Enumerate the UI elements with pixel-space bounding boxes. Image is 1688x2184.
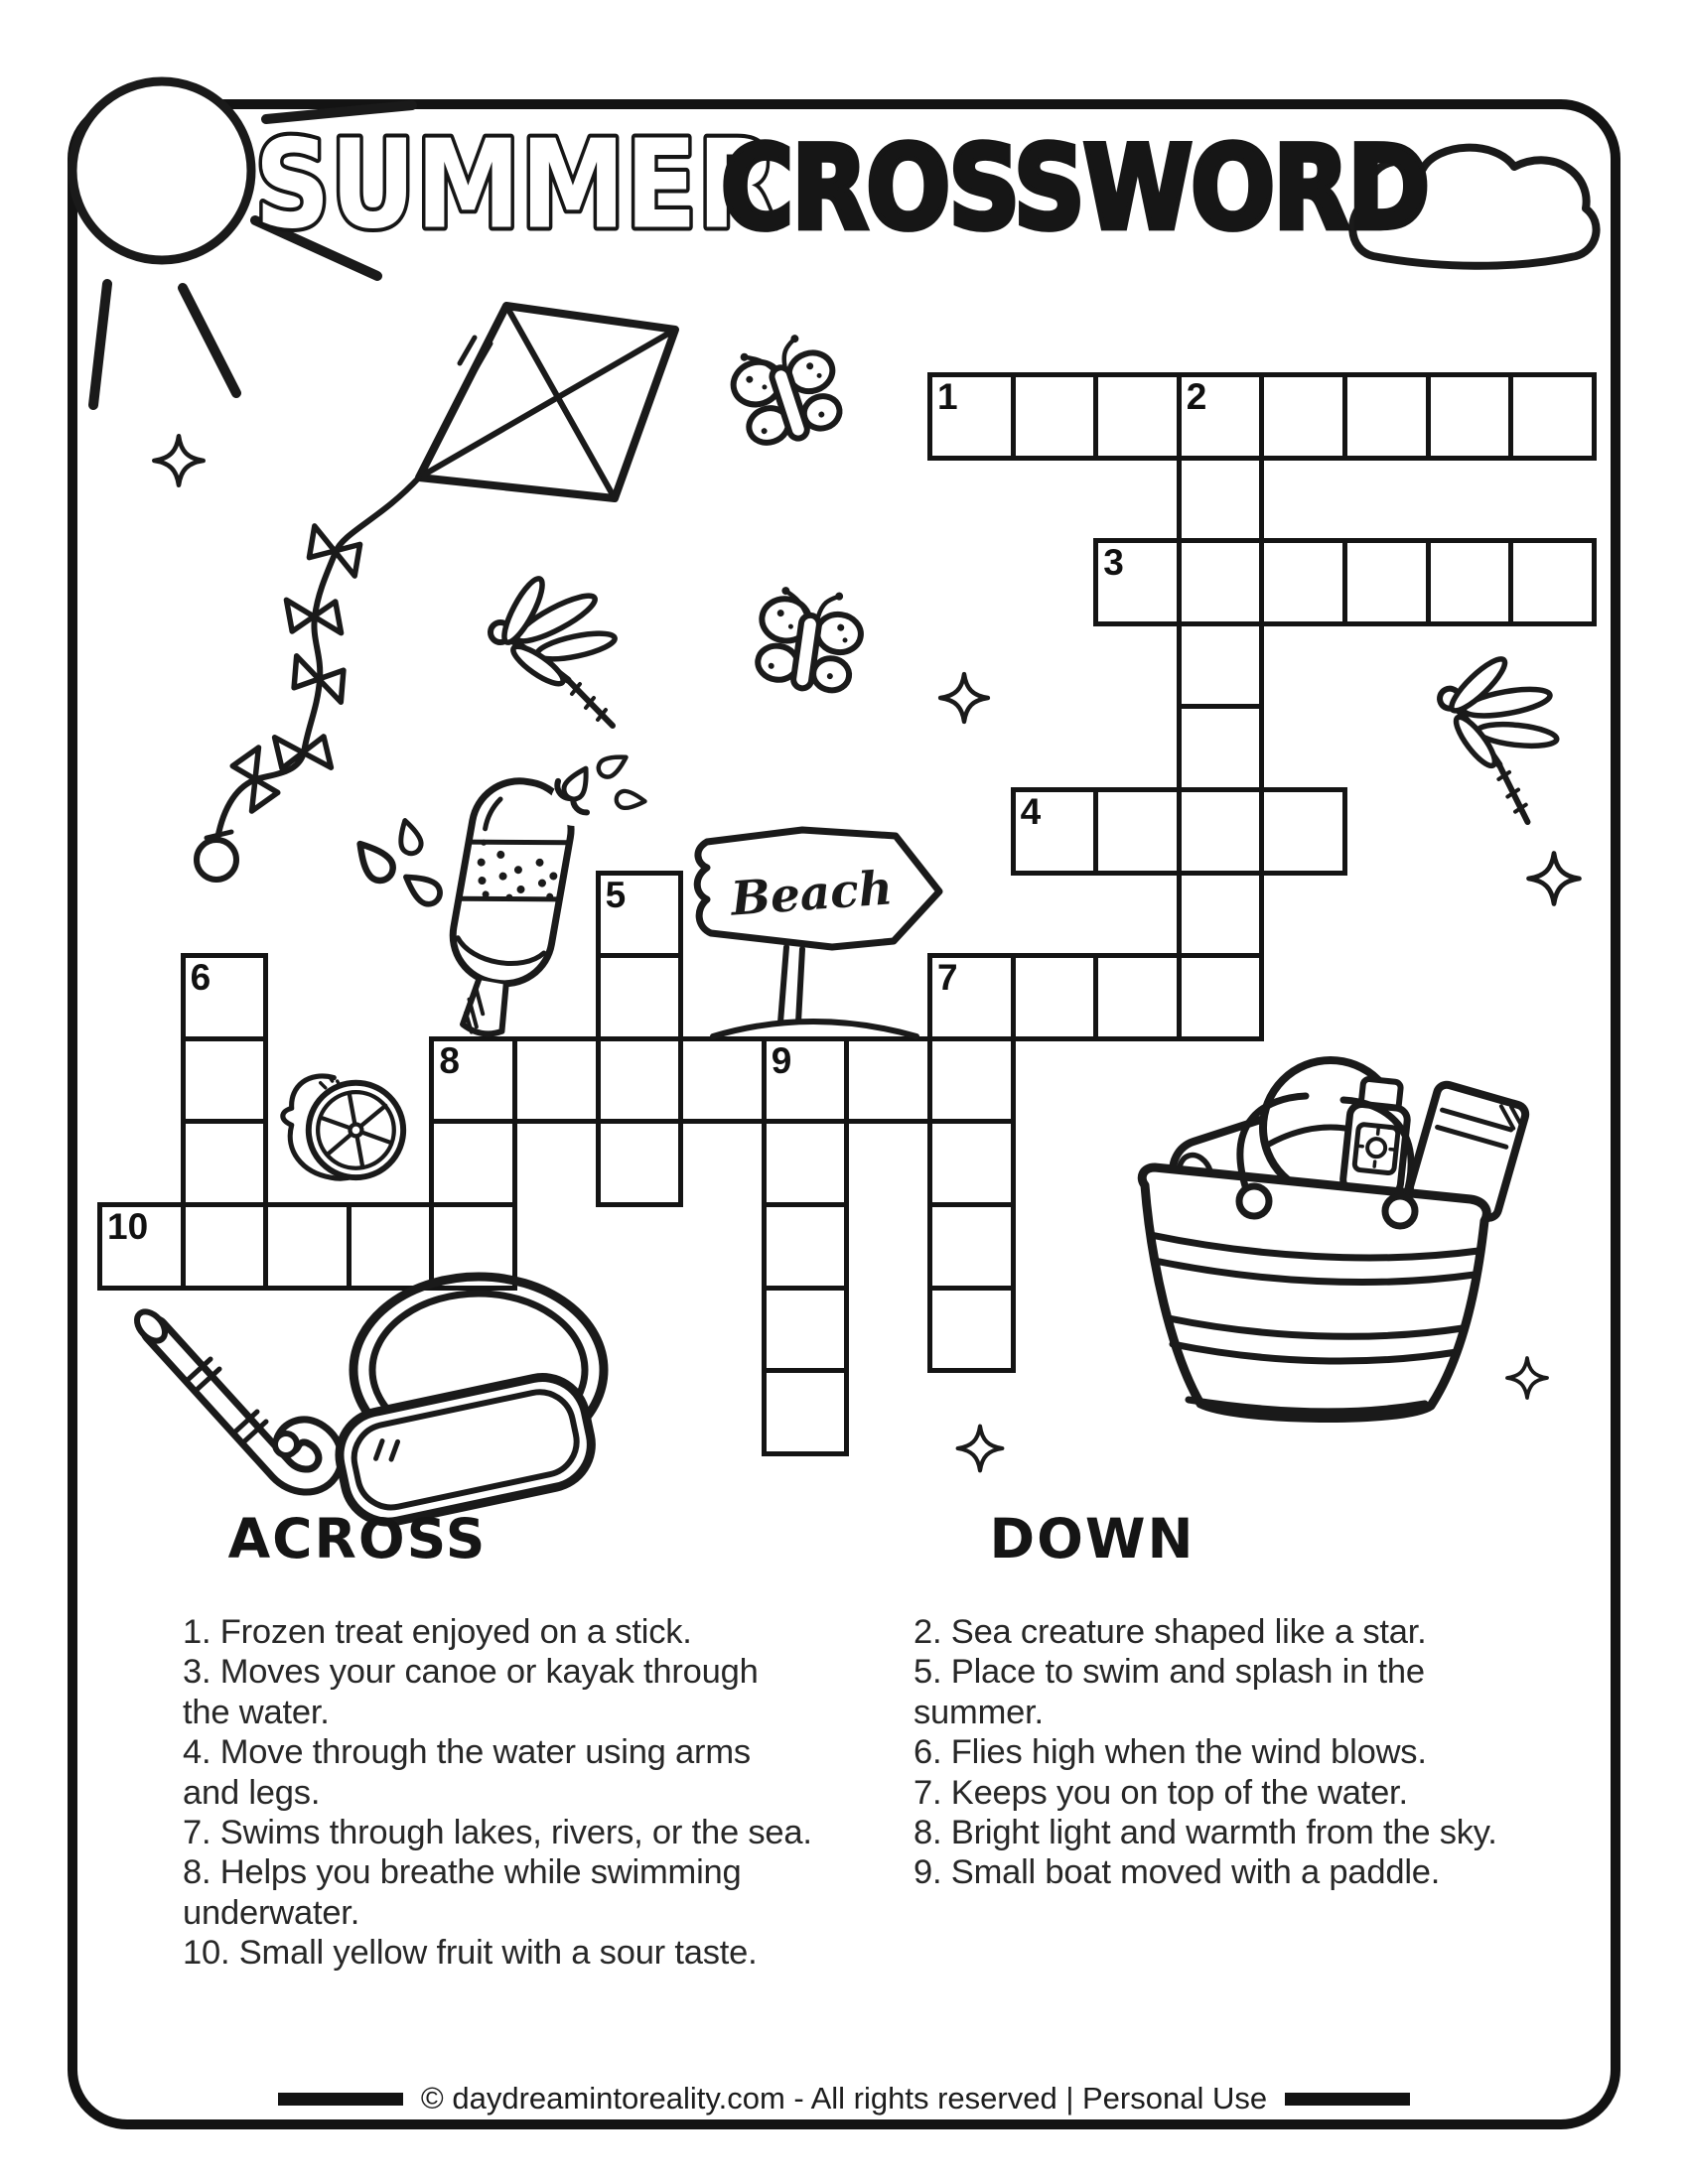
grid-cell[interactable] bbox=[762, 1368, 850, 1456]
clue-number: 1 bbox=[937, 376, 958, 417]
clue-line: summer. bbox=[914, 1693, 1044, 1731]
grid-cell[interactable] bbox=[181, 1119, 269, 1207]
grid-cell[interactable] bbox=[1177, 871, 1265, 959]
clue-line: 9. Small boat moved with a paddle. bbox=[914, 1853, 1441, 1892]
clue-number: 8 bbox=[439, 1039, 460, 1081]
clue-line: 7. Swims through lakes, rivers, or the sea. bbox=[183, 1814, 812, 1852]
grid-cell[interactable] bbox=[1177, 538, 1265, 626]
beach-bag-icon bbox=[1077, 1011, 1604, 1447]
clue-number: 10 bbox=[107, 1206, 149, 1247]
title-crossword: CROSSWORD bbox=[720, 120, 1429, 256]
grid-cell[interactable] bbox=[1177, 621, 1265, 710]
grid-cell[interactable] bbox=[1093, 372, 1182, 461]
clue-number: 5 bbox=[605, 874, 627, 915]
grid-cell[interactable] bbox=[927, 1286, 1016, 1374]
footer-right-bar bbox=[1285, 2093, 1410, 2106]
clue-line: underwater. bbox=[183, 1893, 360, 1932]
clue-number: 6 bbox=[190, 957, 211, 999]
grid-cell[interactable] bbox=[596, 1119, 684, 1207]
grid-cell[interactable] bbox=[429, 1119, 517, 1207]
page-title bbox=[254, 87, 1429, 257]
beach-sign-label: Beach bbox=[729, 861, 895, 927]
clue-line: 2. Sea creature shaped like a star. bbox=[914, 1613, 1427, 1651]
grid-cell[interactable] bbox=[1259, 538, 1347, 626]
clue-line: 1. Frozen treat enjoyed on a stick. bbox=[183, 1613, 692, 1651]
clue-line: 6. Flies high when the wind blows. bbox=[914, 1733, 1427, 1772]
clue-line: 7. Keeps you on top of the water. bbox=[914, 1773, 1408, 1812]
clue-line: 10. Small yellow fruit with a sour taste. bbox=[183, 1934, 758, 1973]
lemon-icon bbox=[278, 1064, 422, 1195]
clue-number: 2 bbox=[1186, 376, 1207, 417]
clue-number: 9 bbox=[771, 1039, 792, 1081]
grid-cell[interactable] bbox=[1259, 372, 1347, 461]
grid-cell[interactable] bbox=[762, 1286, 850, 1374]
grid-cell[interactable] bbox=[927, 1119, 1016, 1207]
grid-cell[interactable] bbox=[927, 1202, 1016, 1291]
across-clues bbox=[183, 1612, 858, 1974]
grid-cell[interactable] bbox=[1508, 372, 1597, 461]
goggles-icon bbox=[298, 1263, 626, 1526]
beach-sign-icon bbox=[683, 802, 971, 1060]
grid-cell[interactable] bbox=[1177, 456, 1265, 544]
across-header: ACROSS bbox=[227, 1507, 488, 1570]
footer-text: © daydreamintoreality.com - All rights reserved | Personal Use bbox=[420, 2081, 1268, 2116]
clue-line: and legs. bbox=[183, 1773, 321, 1812]
title-summer: SUMMER bbox=[254, 113, 778, 257]
down-clues bbox=[914, 1612, 1589, 1893]
clue-number: 7 bbox=[937, 957, 958, 999]
clue-line: 8. Bright light and warmth from the sky. bbox=[914, 1814, 1497, 1852]
clue-line: the water. bbox=[183, 1693, 330, 1731]
grid-cell[interactable] bbox=[1426, 372, 1514, 461]
clue-line: 8. Helps you breathe while swimming bbox=[183, 1853, 742, 1892]
grid-cell[interactable] bbox=[762, 1119, 850, 1207]
clue-number: 4 bbox=[1020, 791, 1042, 832]
footer-left-bar bbox=[278, 2093, 403, 2106]
down-header: DOWN bbox=[989, 1507, 1196, 1570]
grid-cell[interactable] bbox=[1342, 538, 1431, 626]
clue-line: 4. Move through the water using arms bbox=[183, 1733, 751, 1772]
grid-cell[interactable] bbox=[1259, 787, 1347, 876]
grid-cell[interactable] bbox=[762, 1202, 850, 1291]
grid-cell[interactable] bbox=[1426, 538, 1514, 626]
clue-line: 5. Place to swim and splash in the bbox=[914, 1653, 1425, 1692]
grid-cell[interactable] bbox=[1011, 372, 1099, 461]
footer bbox=[0, 2081, 1688, 2116]
grid-cell[interactable] bbox=[1177, 704, 1265, 792]
clue-line: 3. Moves your canoe or kayak through bbox=[183, 1653, 759, 1692]
grid-cell[interactable] bbox=[1177, 787, 1265, 876]
popsicle-icon bbox=[346, 743, 653, 1070]
grid-cell[interactable] bbox=[1342, 372, 1431, 461]
grid-cell[interactable] bbox=[181, 1202, 269, 1291]
grid-cell[interactable] bbox=[1093, 787, 1182, 876]
grid-cell[interactable] bbox=[1508, 538, 1597, 626]
clue-number: 3 bbox=[1103, 542, 1124, 584]
grid-cell[interactable] bbox=[181, 1036, 269, 1125]
